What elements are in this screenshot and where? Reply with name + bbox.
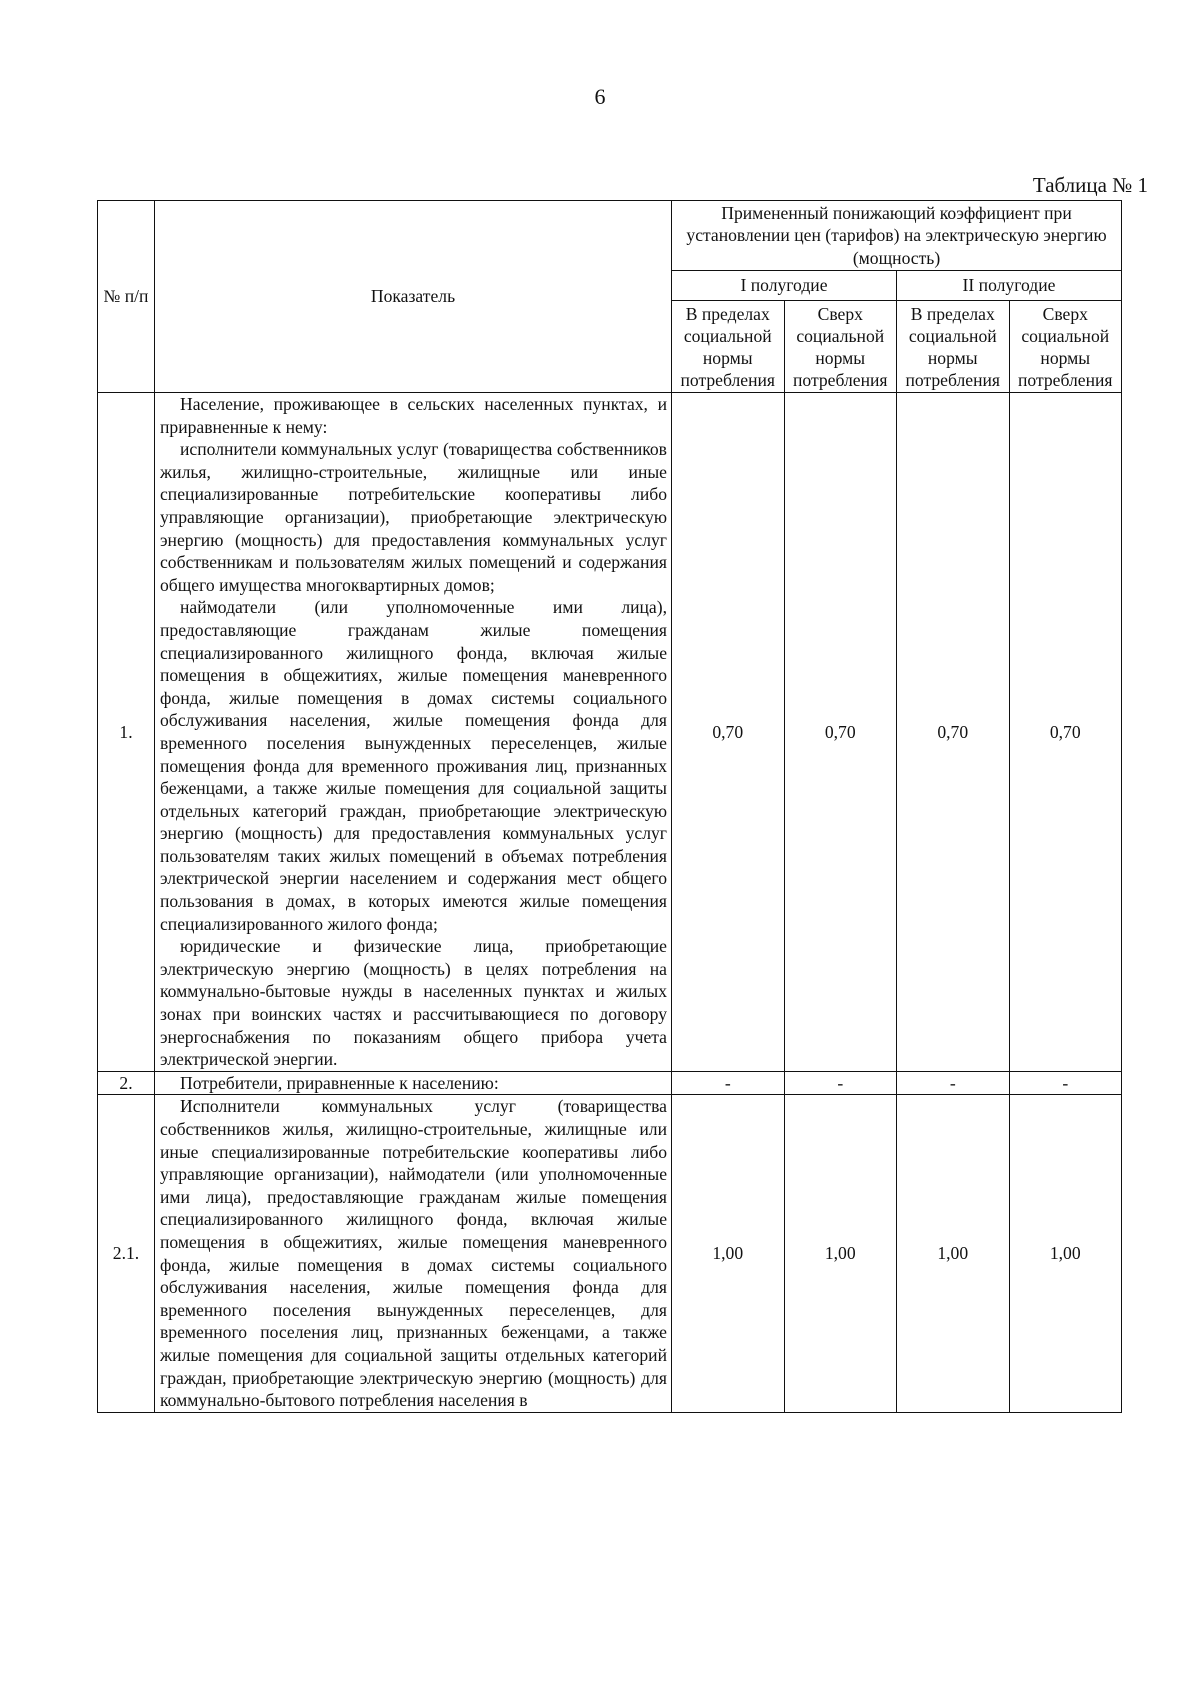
header-half-1: I полугодие [672, 271, 897, 301]
value-cell: 1,00 [672, 1095, 785, 1412]
value-cell: 0,70 [672, 393, 785, 1072]
value-cell: 0,70 [897, 393, 1010, 1072]
value-cell: 0,70 [1009, 393, 1122, 1072]
value-cell: - [672, 1071, 785, 1095]
value-cell: 1,00 [784, 1095, 897, 1412]
header-above-norm-2: Сверх социальной нормы потребления [1009, 301, 1122, 393]
row-number: 1. [98, 393, 155, 1072]
value-cell: 1,00 [1009, 1095, 1122, 1412]
row-paragraph: юридические и физические лица, приобретающие электрическую энергию (мощность) в целях потребления на коммунально-бытовые нужды в населенных пунктах и жилых зонах при воинских частях и рассчитывающиеся по договору энергоснабжения по показаниям общего прибора учета электрической энергии. [160, 936, 667, 1070]
table-row [98, 1071, 1122, 1095]
row-paragraph: наймодатели (или уполномоченные ими лица), предоставляющие гражданам жилые помещения специализированного жилищного фонда, включая жилые помещения в общежитиях, жилые помещения маневренного фонда, жилые помещения в домах системы социального обслуживания населения, жилые помещения фонда для временного поселения вынужденных переселенцев, жилые помещения фонда для временного проживания лиц, признанных беженцами, а также жилые помещения для социальной защиты отдельных категорий граждан, приобретающие электрическую энергию (мощность) для предоставления коммунальных услуг пользователям таких жилых помещений в объемах потребления электрической энергии населением и содержания мест общего пользования в домах, в которых имеются жилые помещения специализированного жилого фонда; [160, 597, 667, 934]
table-row [98, 393, 1122, 1072]
row-number: 2. [98, 1071, 155, 1095]
row-paragraph: Население, проживающее в сельских населенных пунктах, и приравненные к нему: [160, 394, 667, 437]
row-paragraph: Потребители, приравненные к населению: [180, 1072, 499, 1093]
value-cell: 0,70 [784, 393, 897, 1072]
page-number: 6 [594, 84, 606, 109]
header-above-norm-1: Сверх социальной нормы потребления [784, 301, 897, 393]
row-indicator [155, 393, 672, 1072]
value-cell: - [784, 1071, 897, 1095]
value-cell: - [897, 1071, 1010, 1095]
table-row [98, 1095, 1122, 1412]
row-indicator [155, 1071, 672, 1095]
header-coefficient: Примененный понижающий коэффициент при установлении цен (тарифов) на электрическую энергию (мощность) [672, 201, 1122, 271]
tariff-table [97, 200, 1122, 1413]
table-label: Таблица № 1 [1032, 173, 1148, 197]
row-paragraph: исполнители коммунальных услуг (товарищества собственников жилья, жилищно-строительные, жилищные или иные специализированные потребительские кооперативы либо управляющие организации), приобретающие электрическую энергию (мощность) для предоставления коммунальных услуг собственникам и пользователям жилых помещений и содержания общего имущества многоквартирных домов; [160, 439, 667, 595]
value-cell: - [1009, 1071, 1122, 1095]
value-cell: 1,00 [897, 1095, 1010, 1412]
header-half-2: II полугодие [897, 271, 1122, 301]
header-within-norm-1: В пределах социальной нормы потребления [672, 301, 785, 393]
row-number: 2.1. [98, 1095, 155, 1412]
header-within-norm-2: В пределах социальной нормы потребления [897, 301, 1010, 393]
header-indicator: Показатель [155, 201, 672, 393]
header-num: № п/п [98, 201, 155, 393]
row-indicator [155, 1095, 672, 1412]
row-paragraph: Исполнители коммунальных услуг (товарищества собственников жилья, жилищно-строительные, жилищные или иные специализированные потребительские кооперативы либо управляющие организации), наймодатели (или уполномоченные ими лица), предоставляющие гражданам жилые помещения специализированного жилищного фонда, включая жилые помещения в общежитиях, жилые помещения маневренного фонда, жилые помещения в домах системы социального обслуживания населения, жилые помещения фонда для временного поселения вынужденных переселенцев, для временного поселения лиц, признанных беженцами, а также жилые помещения для социальной защиты отдельных категорий граждан, приобретающие электрическую энергию (мощность) для коммунально-бытового потребления населения в [160, 1096, 667, 1411]
